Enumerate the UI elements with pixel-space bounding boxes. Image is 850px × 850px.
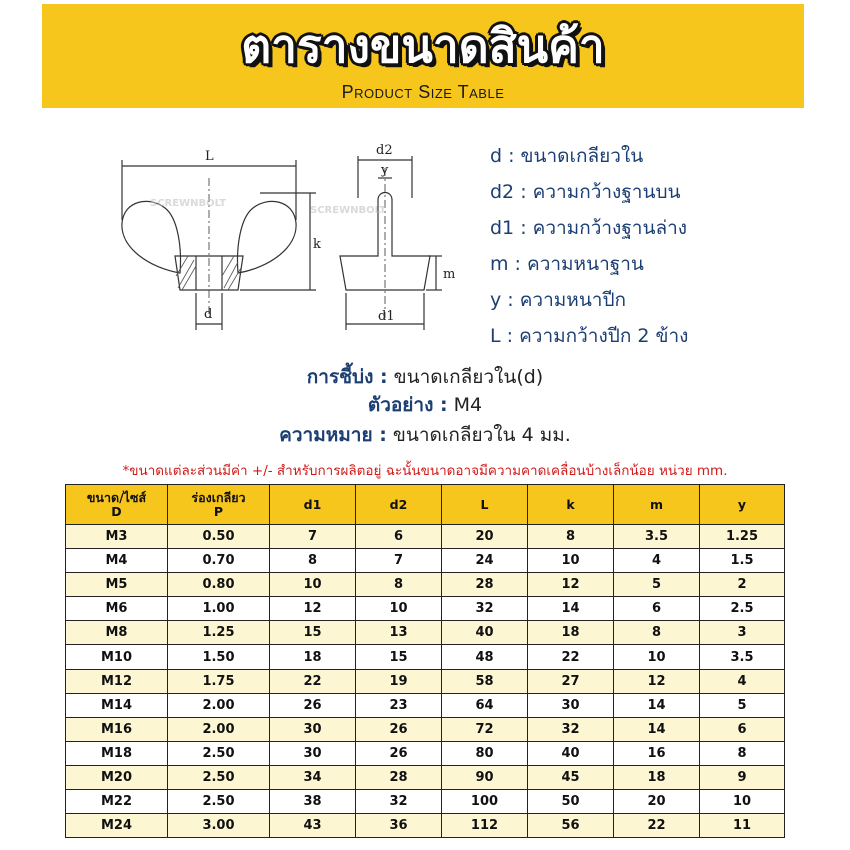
table-cell: M18 (66, 741, 168, 765)
table-cell: 18 (528, 621, 614, 645)
table-cell: 30 (270, 741, 356, 765)
table-cell: 12 (270, 597, 356, 621)
table-row (66, 790, 785, 814)
label-d1: d1 (378, 309, 395, 324)
legend-item: d : ขนาดเกลียวใน (490, 145, 644, 167)
size-table (65, 484, 785, 838)
table-cell: 80 (442, 741, 528, 765)
table-cell: 2.50 (168, 790, 270, 814)
table-cell: 15 (270, 621, 356, 645)
table-cell: 26 (270, 693, 356, 717)
meaning-line (0, 420, 850, 450)
table-cell: 48 (442, 645, 528, 669)
legend-item: L : ความกว้างปีก 2 ข้าง (490, 325, 689, 347)
table-cell: 14 (614, 693, 700, 717)
table-row (66, 525, 785, 549)
page-title: ตารางขนาดสินค้า (241, 19, 605, 73)
table-cell: 8 (356, 573, 442, 597)
dimension-legend (490, 138, 820, 354)
label-m: m (443, 267, 456, 282)
table-cell: 6 (356, 525, 442, 549)
designation-value: ขนาดเกลียวใน(d) (387, 366, 544, 388)
table-row (66, 717, 785, 741)
table-cell: 2.50 (168, 741, 270, 765)
table-cell: M20 (66, 765, 168, 789)
column-header (66, 485, 168, 525)
table-cell: 38 (270, 790, 356, 814)
table-cell: 64 (442, 693, 528, 717)
table-cell: 10 (270, 573, 356, 597)
table-cell: M10 (66, 645, 168, 669)
table-cell: 22 (614, 814, 700, 838)
table-cell: 2.5 (700, 597, 785, 621)
legend-item: y : ความหนาปีก (490, 289, 627, 311)
table-cell: 28 (442, 573, 528, 597)
table-cell: 0.50 (168, 525, 270, 549)
table-cell: 1.00 (168, 597, 270, 621)
table-cell: 10 (614, 645, 700, 669)
label-k: k (313, 237, 321, 252)
table-row (66, 693, 785, 717)
column-header-label: ร่องเกลียว (191, 489, 246, 505)
table-cell: 13 (356, 621, 442, 645)
table-cell: 7 (356, 549, 442, 573)
table-cell: 3.00 (168, 814, 270, 838)
table-header-row (66, 485, 785, 525)
legend-item: m : ความหนาฐาน (490, 253, 644, 275)
table-cell: 0.80 (168, 573, 270, 597)
table-cell: 9 (700, 765, 785, 789)
table-cell: 2.00 (168, 717, 270, 741)
table-cell: 10 (356, 597, 442, 621)
column-header (356, 485, 442, 525)
table-cell: 15 (356, 645, 442, 669)
title-banner (42, 4, 804, 108)
table-cell: 10 (528, 549, 614, 573)
watermark-text: SCREWNBOLT (310, 205, 387, 216)
table-cell: 3.5 (700, 645, 785, 669)
table-body (66, 525, 785, 838)
table-cell: M22 (66, 790, 168, 814)
table-cell: 18 (614, 765, 700, 789)
table-cell: 5 (614, 573, 700, 597)
table-cell: 6 (614, 597, 700, 621)
table-cell: 90 (442, 765, 528, 789)
table-cell: 4 (700, 669, 785, 693)
table-cell: 10 (700, 790, 785, 814)
table-cell: 32 (356, 790, 442, 814)
table-cell: 8 (528, 525, 614, 549)
wing-nut-drawing (110, 138, 480, 338)
table-cell: 58 (442, 669, 528, 693)
table-cell: M5 (66, 573, 168, 597)
table-row (66, 814, 785, 838)
example-label: ตัวอย่าง : (367, 394, 448, 416)
table-cell: M24 (66, 814, 168, 838)
table-cell: M3 (66, 525, 168, 549)
table-cell: 32 (442, 597, 528, 621)
table-cell: 14 (614, 717, 700, 741)
label-L: L (205, 149, 214, 164)
designation-label: การชี้บ่ง : (306, 366, 388, 388)
meaning-value: ขนาดเกลียวใน 4 มม. (386, 424, 571, 446)
legend-item: d2 : ความกว้างฐานบน (490, 181, 681, 203)
column-header (168, 485, 270, 525)
table-row (66, 549, 785, 573)
table-cell: M4 (66, 549, 168, 573)
example-value: M4 (447, 394, 483, 416)
table-row (66, 669, 785, 693)
table-cell: 3 (700, 621, 785, 645)
column-header-label: d2 (389, 496, 408, 512)
table-cell: 14 (528, 597, 614, 621)
column-header (270, 485, 356, 525)
table-row (66, 573, 785, 597)
table-cell: 1.75 (168, 669, 270, 693)
table-cell: 6 (700, 717, 785, 741)
table-cell: 1.25 (168, 621, 270, 645)
table-cell: 26 (356, 741, 442, 765)
table-cell: 1.50 (168, 645, 270, 669)
table-cell: 112 (442, 814, 528, 838)
page-subtitle: Product Size Table (341, 82, 505, 102)
table-cell: 34 (270, 765, 356, 789)
table-cell: 36 (356, 814, 442, 838)
table-cell: 40 (442, 621, 528, 645)
table-cell: 5 (700, 693, 785, 717)
column-header (442, 485, 528, 525)
table-cell: 12 (614, 669, 700, 693)
meaning-label: ความหมาย : (279, 424, 387, 446)
table-cell: 1.5 (700, 549, 785, 573)
table-cell: 20 (614, 790, 700, 814)
column-header (700, 485, 785, 525)
table-cell: 22 (270, 669, 356, 693)
table-cell: 40 (528, 741, 614, 765)
column-header-label: L (480, 496, 489, 512)
column-header-label: y (737, 496, 747, 512)
column-header-label: m (649, 496, 664, 512)
table-row (66, 741, 785, 765)
column-header-symbol: P (213, 503, 224, 519)
table-cell: 12 (528, 573, 614, 597)
table-cell: 50 (528, 790, 614, 814)
column-header (614, 485, 700, 525)
table-cell: 43 (270, 814, 356, 838)
table-cell: 30 (528, 693, 614, 717)
label-y: y (381, 163, 389, 178)
column-header (528, 485, 614, 525)
table-cell: 7 (270, 525, 356, 549)
table-cell: 100 (442, 790, 528, 814)
tolerance-note: *ขนาดแต่ละส่วนมีค่า +/- สำหรับการผลิตอยู่ ฉะนั้นขนาดอาจมีความคาดเคลื่อนบ้างเล็กน้อย หน่วย mm. (122, 463, 728, 479)
table-cell: 72 (442, 717, 528, 741)
designation-line (0, 362, 850, 392)
column-header-label: ขนาด/ไซส์ (86, 489, 147, 505)
table-cell: 19 (356, 669, 442, 693)
table-cell: M16 (66, 717, 168, 741)
table-cell: 1.25 (700, 525, 785, 549)
table-cell: 27 (528, 669, 614, 693)
table-cell: 2.50 (168, 765, 270, 789)
right-wing (238, 201, 297, 273)
table-cell: 11 (700, 814, 785, 838)
left-wing (122, 201, 181, 273)
label-d: d (204, 307, 213, 322)
table-cell: 56 (528, 814, 614, 838)
table-cell: 20 (442, 525, 528, 549)
table-cell: 8 (700, 741, 785, 765)
table-cell: 8 (270, 549, 356, 573)
table-row (66, 645, 785, 669)
label-d2: d2 (376, 143, 393, 158)
table-cell: 24 (442, 549, 528, 573)
table-cell: M12 (66, 669, 168, 693)
table-row (66, 597, 785, 621)
table-cell: 4 (614, 549, 700, 573)
table-row (66, 765, 785, 789)
watermark-text: SCREWNBOLT (150, 198, 227, 209)
table-cell: 28 (356, 765, 442, 789)
column-header-symbol: D (111, 503, 122, 519)
legend-item: d1 : ความกว้างฐานล่าง (490, 217, 688, 239)
table-cell: 18 (270, 645, 356, 669)
table-cell: 3.5 (614, 525, 700, 549)
table-cell: 26 (356, 717, 442, 741)
column-header-label: d1 (303, 496, 322, 512)
table-cell: 2.00 (168, 693, 270, 717)
table-cell: 2 (700, 573, 785, 597)
table-cell: 0.70 (168, 549, 270, 573)
table-cell: 32 (528, 717, 614, 741)
table-cell: M14 (66, 693, 168, 717)
table-cell: 8 (614, 621, 700, 645)
table-cell: 30 (270, 717, 356, 741)
example-line (0, 390, 850, 420)
table-cell: 23 (356, 693, 442, 717)
table-cell: M8 (66, 621, 168, 645)
table-cell: 16 (614, 741, 700, 765)
column-header-label: k (566, 496, 575, 512)
table-cell: M6 (66, 597, 168, 621)
table-cell: 22 (528, 645, 614, 669)
table-row (66, 621, 785, 645)
table-cell: 45 (528, 765, 614, 789)
